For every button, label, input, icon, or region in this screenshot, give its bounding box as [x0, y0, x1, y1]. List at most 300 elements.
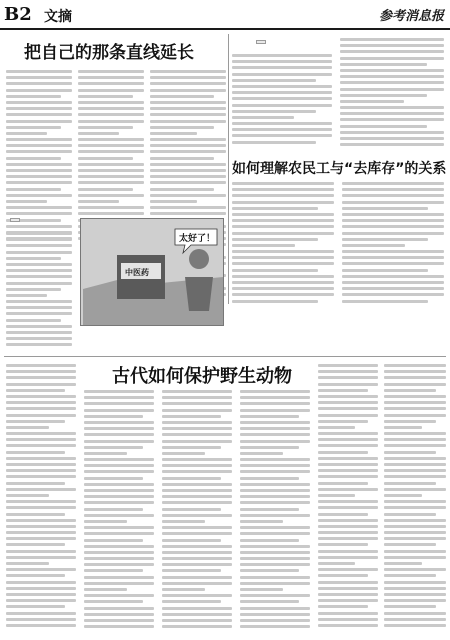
text-line	[342, 275, 444, 278]
text-line	[6, 89, 72, 92]
text-line	[318, 605, 368, 608]
text-line	[78, 157, 133, 160]
text-line	[240, 576, 310, 579]
text-line	[162, 440, 232, 443]
text-line	[318, 451, 368, 454]
text-line	[162, 569, 221, 572]
text-line	[232, 134, 332, 137]
text-line	[340, 44, 444, 47]
text-line	[6, 438, 76, 441]
text-line	[6, 188, 61, 191]
right-upper-tag	[256, 40, 266, 44]
text-line	[162, 619, 232, 622]
text-line	[318, 370, 378, 373]
text-line	[240, 390, 310, 393]
text-line	[6, 624, 76, 627]
text-line	[78, 138, 144, 141]
article-right-headline: 如何理解农民工与“去库存”的关系	[232, 161, 447, 177]
text-line	[384, 537, 446, 540]
cartoon-caption	[80, 328, 224, 350]
text-line	[6, 618, 76, 621]
text-line	[6, 244, 72, 247]
text-line	[6, 331, 72, 334]
text-line	[342, 293, 444, 296]
text-line	[232, 188, 334, 191]
text-line	[232, 66, 332, 69]
text-line	[240, 594, 310, 597]
text-line	[6, 126, 61, 129]
text-line	[6, 319, 61, 322]
text-line	[150, 95, 214, 98]
text-line	[318, 568, 378, 571]
text-line	[150, 188, 214, 191]
text-line	[240, 396, 310, 399]
text-line	[6, 169, 72, 172]
text-line	[78, 206, 144, 209]
text-line	[318, 581, 378, 584]
text-line	[162, 613, 232, 616]
text-line	[318, 438, 378, 441]
text-line	[78, 188, 133, 191]
text-line	[318, 624, 378, 627]
speech-bubble-text: 太好了！	[179, 234, 216, 244]
text-line	[78, 120, 144, 123]
cartoon-drawing	[81, 219, 224, 326]
text-line	[240, 563, 310, 566]
text-line	[162, 582, 232, 585]
text-line	[84, 483, 154, 486]
text-line	[78, 107, 144, 110]
text-line	[162, 539, 221, 542]
text-line	[6, 232, 72, 235]
text-line	[384, 556, 446, 559]
text-line	[384, 618, 446, 621]
text-line	[384, 451, 436, 454]
text-line	[6, 537, 76, 540]
text-line	[6, 612, 76, 615]
text-line	[340, 38, 444, 41]
text-line	[232, 232, 334, 235]
text-line	[232, 141, 316, 144]
text-line	[342, 225, 444, 228]
text-line	[6, 605, 65, 608]
text-line	[6, 200, 47, 203]
text-line	[240, 545, 310, 548]
text-line	[6, 95, 61, 98]
text-line	[384, 475, 446, 478]
text-line	[318, 500, 378, 503]
text-line	[78, 113, 144, 116]
text-line	[318, 426, 355, 429]
text-line	[6, 269, 72, 272]
text-line	[232, 97, 332, 100]
text-line	[232, 250, 334, 253]
text-line	[162, 532, 232, 535]
text-line	[6, 451, 65, 454]
sidebar-col	[6, 232, 72, 350]
text-line	[150, 169, 226, 172]
text-line	[84, 619, 154, 622]
text-line	[162, 470, 232, 473]
text-line	[162, 495, 232, 498]
text-line	[6, 107, 72, 110]
text-line	[240, 520, 283, 523]
text-line	[232, 122, 332, 125]
text-line	[232, 85, 332, 88]
text-line	[162, 551, 232, 554]
text-line	[318, 420, 368, 423]
text-line	[6, 376, 76, 379]
text-line	[84, 390, 154, 393]
text-line	[84, 495, 154, 498]
text-line	[318, 364, 378, 367]
text-line	[240, 402, 310, 405]
text-line	[6, 543, 65, 546]
text-line	[318, 513, 368, 516]
text-line	[150, 120, 226, 123]
text-line	[342, 207, 428, 210]
text-line	[6, 288, 61, 291]
text-line	[6, 294, 47, 297]
text-line	[84, 625, 154, 628]
text-line	[384, 543, 436, 546]
page-masthead	[0, 0, 450, 30]
text-line	[318, 383, 378, 386]
text-line	[6, 562, 49, 565]
text-line	[340, 143, 444, 146]
text-line	[318, 593, 378, 596]
text-line	[318, 401, 378, 404]
text-line	[162, 396, 232, 399]
text-line	[84, 514, 154, 517]
text-line	[318, 574, 368, 577]
text-line	[384, 574, 436, 577]
text-line	[6, 238, 72, 241]
text-line	[162, 594, 232, 597]
text-line	[240, 464, 310, 467]
text-line	[150, 82, 226, 85]
text-line	[6, 337, 72, 340]
text-line	[232, 201, 334, 204]
text-line	[232, 207, 318, 210]
text-line	[384, 376, 446, 379]
text-line	[150, 150, 226, 153]
text-line	[6, 212, 72, 215]
text-line	[318, 432, 378, 435]
page-number: B2	[4, 4, 32, 25]
bottom-col-6	[384, 364, 446, 632]
text-line	[6, 181, 72, 184]
text-line	[384, 525, 446, 528]
text-line	[240, 551, 310, 554]
text-line	[240, 625, 310, 628]
text-line	[150, 157, 214, 160]
text-line	[84, 563, 154, 566]
text-line	[150, 175, 226, 178]
text-line	[78, 70, 144, 73]
article-bottom-headline: 古代如何保护野生动物	[112, 366, 292, 387]
text-line	[232, 73, 332, 76]
text-line	[384, 383, 446, 386]
text-line	[384, 587, 446, 590]
text-line	[6, 144, 72, 147]
text-line	[240, 501, 310, 504]
text-line	[84, 594, 154, 597]
text-line	[340, 81, 444, 84]
text-line	[232, 110, 316, 113]
text-line	[150, 89, 226, 92]
text-line	[6, 581, 76, 584]
text-line	[318, 488, 378, 491]
text-line	[78, 101, 144, 104]
text-line	[84, 600, 143, 603]
text-line	[78, 95, 133, 98]
text-line	[240, 421, 310, 424]
text-line	[232, 256, 334, 259]
article-bottom	[6, 360, 446, 636]
text-line	[84, 557, 154, 560]
text-line	[78, 212, 144, 215]
text-line	[6, 263, 72, 266]
text-line	[6, 500, 76, 503]
text-line	[162, 508, 221, 511]
text-line	[84, 613, 154, 616]
text-line	[232, 281, 334, 284]
text-line	[78, 89, 144, 92]
text-line	[240, 483, 310, 486]
text-line	[162, 607, 232, 610]
text-line	[232, 54, 332, 57]
text-line	[318, 506, 378, 509]
text-line	[232, 79, 316, 82]
text-line	[340, 69, 444, 72]
text-line	[6, 457, 76, 460]
text-line	[318, 395, 378, 398]
text-line	[78, 175, 144, 178]
text-line	[384, 593, 446, 596]
text-line	[6, 463, 76, 466]
text-line	[318, 457, 378, 460]
text-line	[342, 300, 428, 303]
text-line	[384, 420, 436, 423]
text-line	[342, 219, 444, 222]
text-line	[84, 545, 154, 548]
text-line	[84, 501, 154, 504]
text-line	[318, 407, 378, 410]
text-line	[150, 132, 197, 135]
text-line	[232, 262, 334, 265]
text-line	[6, 482, 65, 485]
text-line	[6, 113, 72, 116]
text-line	[342, 269, 428, 272]
sidebar-tag	[10, 218, 20, 222]
text-line	[162, 415, 221, 418]
text-line	[232, 91, 332, 94]
text-line	[318, 482, 368, 485]
text-line	[162, 446, 221, 449]
text-line	[342, 250, 444, 253]
right-upper-col-1	[232, 54, 332, 150]
text-line	[150, 212, 226, 215]
text-line	[318, 543, 368, 546]
text-line	[240, 433, 310, 436]
text-line	[78, 150, 144, 153]
text-line	[342, 262, 444, 265]
text-line	[240, 607, 310, 610]
text-line	[240, 582, 310, 585]
right-upper-col-2	[340, 38, 444, 150]
text-line	[84, 582, 154, 585]
text-line	[78, 181, 144, 184]
text-line	[6, 383, 76, 386]
text-line	[6, 343, 72, 346]
text-line	[6, 513, 65, 516]
text-line	[162, 452, 205, 455]
text-line	[162, 489, 232, 492]
text-line	[342, 281, 444, 284]
text-line	[340, 131, 444, 134]
text-line	[6, 593, 76, 596]
text-line	[384, 444, 446, 447]
text-line	[384, 550, 446, 553]
text-line	[6, 494, 49, 497]
text-line	[240, 440, 310, 443]
text-line	[78, 169, 144, 172]
text-line	[318, 414, 378, 417]
text-line	[150, 138, 226, 141]
text-line	[6, 401, 76, 404]
bottom-col-1	[6, 364, 76, 632]
text-line	[6, 389, 65, 392]
text-line	[6, 444, 76, 447]
text-line	[318, 612, 378, 615]
text-line	[6, 157, 61, 160]
text-line	[384, 488, 446, 491]
text-line	[84, 396, 154, 399]
right-lower-col-1	[232, 182, 334, 306]
text-line	[150, 76, 226, 79]
text-line	[162, 563, 232, 566]
text-line	[318, 444, 378, 447]
text-line	[318, 550, 378, 553]
text-line	[240, 415, 299, 418]
text-line	[84, 402, 154, 405]
text-line	[340, 106, 444, 109]
text-line	[84, 415, 143, 418]
text-line	[78, 144, 144, 147]
text-line	[84, 569, 143, 572]
text-line	[232, 275, 334, 278]
text-line	[340, 75, 444, 78]
text-line	[340, 57, 444, 60]
text-line	[384, 581, 446, 584]
text-line	[78, 194, 144, 197]
text-line	[150, 181, 226, 184]
text-line	[240, 619, 310, 622]
text-line	[162, 545, 232, 548]
text-line	[318, 537, 378, 540]
text-line	[384, 401, 446, 404]
text-line	[384, 519, 446, 522]
text-line	[240, 458, 310, 461]
text-line	[340, 50, 444, 53]
text-line	[340, 125, 427, 128]
text-line	[240, 569, 299, 572]
article-left-headline: 把自己的那条直线延长	[24, 43, 194, 63]
text-line	[6, 574, 65, 577]
text-line	[84, 520, 127, 523]
text-line	[318, 376, 378, 379]
text-line	[84, 532, 154, 535]
text-line	[6, 420, 65, 423]
right-lower-col-2	[342, 182, 444, 306]
paper-logo: 参考消息报	[378, 9, 444, 24]
text-line	[342, 244, 405, 247]
text-line	[342, 201, 444, 204]
text-line	[318, 519, 378, 522]
text-line	[84, 526, 154, 529]
text-line	[342, 188, 444, 191]
text-line	[84, 576, 154, 579]
text-line	[162, 458, 232, 461]
text-line	[384, 414, 446, 417]
text-line	[162, 421, 232, 424]
text-line	[6, 432, 76, 435]
text-line	[318, 618, 378, 621]
text-line	[340, 100, 404, 103]
text-line	[384, 469, 446, 472]
text-line	[232, 213, 334, 216]
text-line	[232, 238, 318, 241]
text-line	[162, 557, 232, 560]
text-line	[318, 475, 378, 478]
text-line	[384, 482, 436, 485]
text-line	[340, 112, 444, 115]
text-line	[232, 225, 334, 228]
text-line	[6, 364, 76, 367]
text-line	[240, 427, 310, 430]
text-line	[6, 275, 72, 278]
text-line	[162, 483, 232, 486]
text-line	[6, 163, 72, 166]
text-line	[384, 612, 446, 615]
text-line	[78, 163, 144, 166]
text-line	[84, 433, 154, 436]
text-line	[232, 269, 318, 272]
text-line	[6, 587, 76, 590]
text-line	[232, 128, 332, 131]
article-right-lower	[232, 158, 447, 308]
text-line	[6, 370, 76, 373]
text-line	[6, 506, 76, 509]
text-line	[340, 118, 444, 121]
text-line	[384, 624, 446, 627]
text-line	[84, 607, 154, 610]
text-line	[318, 463, 378, 466]
text-line	[162, 520, 205, 523]
text-line	[318, 525, 378, 528]
text-line	[6, 175, 72, 178]
text-line	[318, 494, 355, 497]
text-line	[240, 477, 299, 480]
text-line	[84, 588, 127, 591]
bottom-col-5	[318, 364, 378, 632]
text-line	[84, 489, 154, 492]
text-line	[384, 506, 446, 509]
text-line	[6, 82, 72, 85]
text-line	[6, 426, 49, 429]
bottom-col-2	[84, 390, 154, 632]
